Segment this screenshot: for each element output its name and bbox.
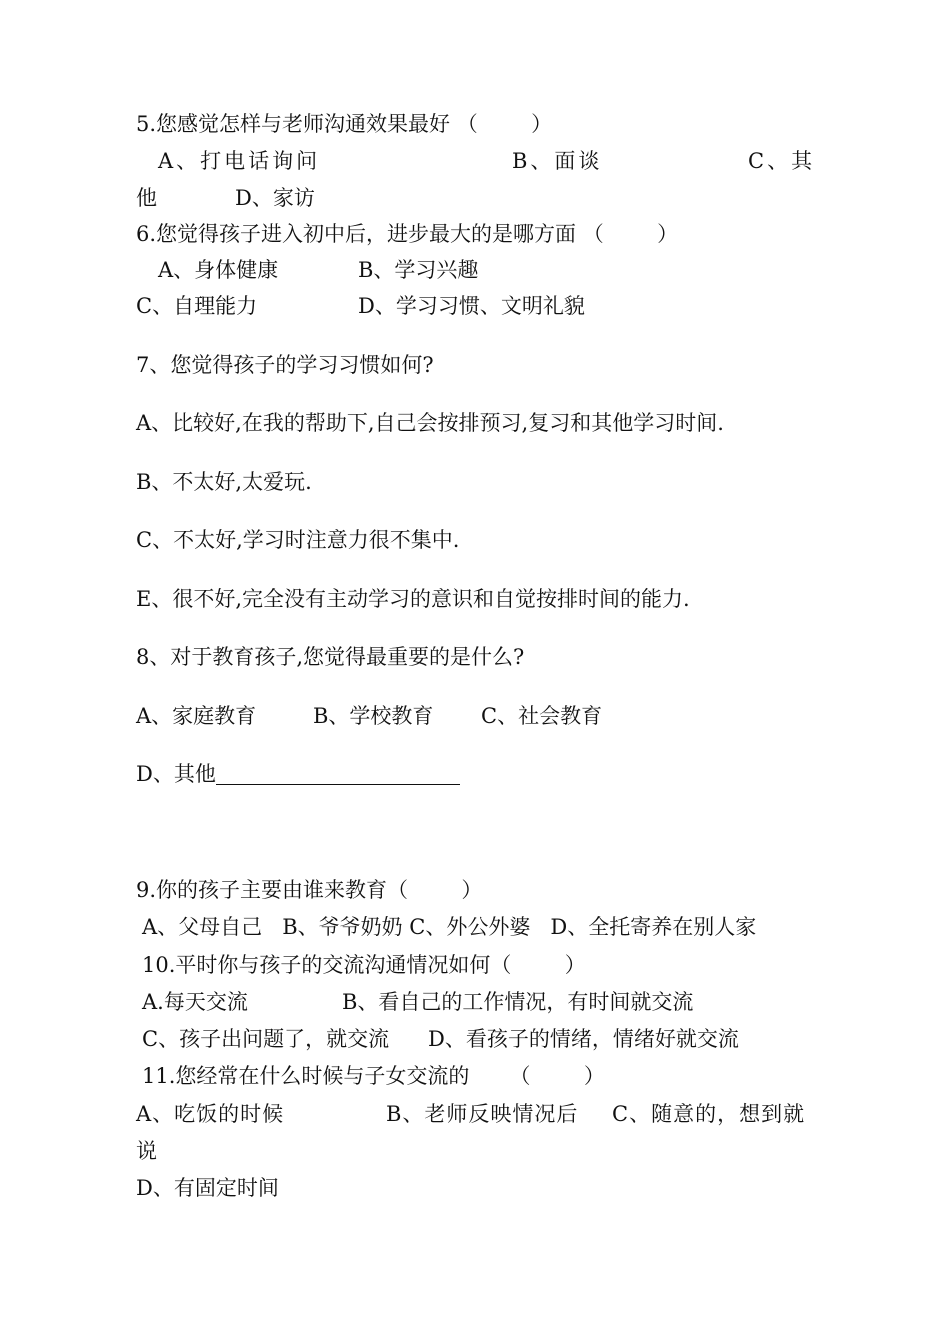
q7-option-c: C、不太好,学习时注意力很不集中.	[136, 528, 460, 552]
q5-option-b: B、面谈	[512, 149, 603, 173]
q5-option-c-continued: 他	[136, 186, 157, 210]
q8-option-d	[136, 764, 460, 785]
q8-option-c: C、社会教育	[481, 704, 603, 728]
q11-option-d: D、有固定时间	[136, 1176, 279, 1200]
q6-option-a: A、身体健康	[158, 258, 279, 282]
q8-option-b: B、学校教育	[313, 704, 434, 728]
q11-option-b: B、老师反映情况后	[386, 1102, 579, 1126]
q5-option-c: C、其	[748, 149, 816, 173]
q6-option-b: B、学习兴趣	[358, 258, 479, 282]
q7-option-e: E、很不好,完全没有主动学习的意识和自觉按排时间的能力.	[136, 587, 690, 611]
q10-option-b: B、看自己的工作情况，有时间就交流	[342, 990, 694, 1014]
q7-question: 7、您觉得孩子的学习习惯如何?	[136, 353, 434, 377]
q5-option-a: A、打电话询问	[158, 149, 321, 173]
q11-option-a: A、吃饭的时候	[136, 1102, 285, 1126]
q11-option-c: C、随意的，想到就	[612, 1102, 806, 1126]
q8-other-blank[interactable]	[216, 764, 460, 785]
q6-question: 6.您觉得孩子进入初中后，进步最大的是哪方面 （ ）	[136, 222, 679, 246]
q5-option-d: D、家访	[235, 186, 315, 210]
q10-option-a: A.每天交流	[142, 990, 248, 1014]
q7-option-b: B、不太好,太爱玩.	[136, 470, 312, 494]
q9-question: 9.你的孩子主要由谁来教育（ ）	[136, 878, 483, 902]
q10-question: 10.平时你与孩子的交流沟通情况如何（ ）	[142, 953, 586, 977]
q9-options: A、父母自己 B、爷爷奶奶 C、外公外婆 D、全托寄养在别人家	[142, 915, 757, 939]
q6-option-c: C、自理能力	[136, 294, 258, 318]
q7-option-a: A、比较好,在我的帮助下,自己会按排预习,复习和其他学习时间.	[136, 411, 724, 435]
q5-question: 5.您感觉怎样与老师沟通效果最好 （ ）	[136, 112, 553, 136]
q8-question: 8、对于教育孩子,您觉得最重要的是什么?	[136, 645, 525, 669]
q11-option-c-continued: 说	[136, 1139, 157, 1163]
q10-option-d: D、看孩子的情绪，情绪好就交流	[428, 1027, 739, 1051]
q10-option-c: C、孩子出问题了，就交流	[142, 1027, 390, 1051]
q8-option-a: A、家庭教育	[136, 704, 257, 728]
q6-option-d: D、学习习惯、文明礼貌	[358, 294, 585, 318]
q11-question: 11.您经常在什么时候与子女交流的 （ ）	[142, 1064, 605, 1088]
q8-option-d-label: D、其他	[136, 762, 216, 786]
